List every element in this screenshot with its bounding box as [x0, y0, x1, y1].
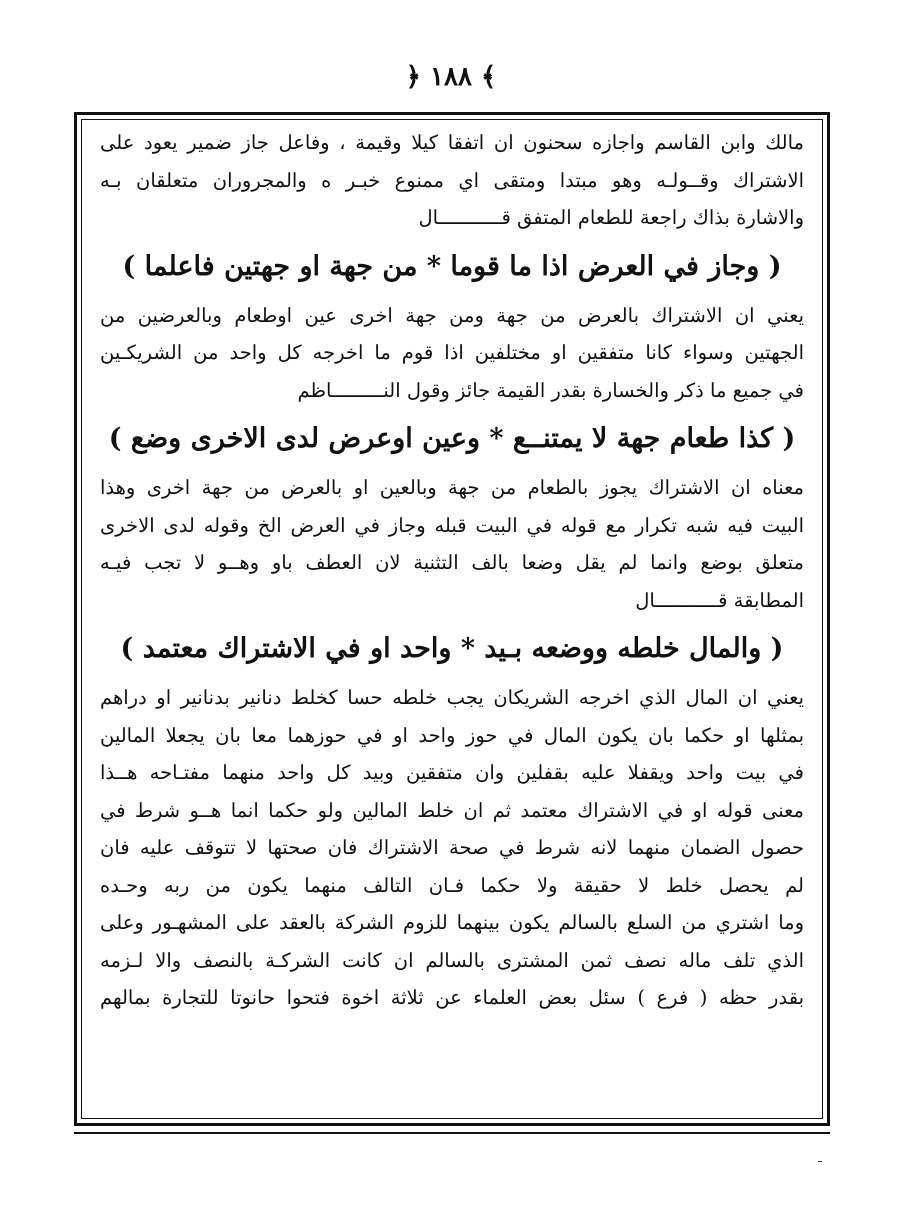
text-line: معنى قوله او في الاشتراك معتمد ثم ان خلط المالين ولو حكما انما هــو شرط في [100, 798, 804, 822]
text-line: البيت فيه شبه تكرار مع قوله في البيت قبله وجاز في العرض الخ وقوله لدى الاخرى [100, 513, 804, 537]
text-line: بمثلها او حكما بان يكون المال في حوز واحد او في حوزهما معا بان يجعلا المالين [100, 723, 804, 747]
text-line: يعني ان المال الذي اخرجه الشريكان يجب خلطه حسا كخلط دنانير بدنانير او دراهم [100, 686, 804, 709]
text-line: الجهتين وسواء كانا متفقين او مختلفين اذا قوم ما اخرجه كل واحد من الشريكـين [100, 341, 804, 364]
verse-line: ( والمال خلطه ووضعه بـيد * واحد او في الاشتراك معتمد ) [120, 633, 784, 664]
text-line: وما اشتري من السلع بالسالم يكون بينهما للزوم الشركة بالعقد على المشهـور وعلى [100, 911, 804, 934]
text-line: الذي تلف ماله نصف ثمن المشترى بالسالم ان كانت الشركـة بالنصف والا لـزمه [100, 948, 804, 972]
stray-mark [818, 1161, 822, 1162]
text-line: في بيت واحد ويقفلا عليه بقفلين وان متفقين وبيد كل واحد منهما مفتـاحه هــذا [100, 761, 804, 784]
bottom-rule [74, 1132, 830, 1134]
text-line: حصول الضمان منهما لانه شرط في صحة الاشتراك فان صحتها لا تتوقف عليه فان [100, 836, 804, 859]
verse-line: ( وجاز في العرض اذا ما قوما * من جهة او جهتين فاعلما ) [122, 250, 782, 282]
text-line: في جميع ما ذكر والخسارة بقدر القيمة جائز وقول النـــــــــاظم [297, 378, 804, 402]
page-number: ﴿ ١٨٨ ﴾ [405, 62, 497, 92]
text-line: بقدر حظه ( فرع ) سئل بعض العلماء عن ثلاثة اخوة فتحوا حانوتا للتجارة بمالهم [100, 986, 804, 1009]
text-line: الاشتراك وقــولـه وهو مبتدا ومتقى اي ممنوع خبـر ه والمجروران متعلقان بـه [100, 168, 804, 192]
text-line: مالك وابن القاسم واجازه سحنون ان اتفقا كيلا وقيمة ، وفاعل جاز ضمير يعود على [100, 131, 804, 154]
text-line: والاشارة بذاك راجعة للطعام المتفق قـــــــــــال [418, 206, 804, 229]
text-line: لم يحصل خلط لا حقيقة ولا حكما فـان التالف منهما يكون من ربه وحـده [100, 873, 804, 897]
verse-line: ( كذا طعام جهة لا يمتنــع * وعين اوعرض لدى الاخرى وضع ) [108, 423, 796, 454]
main-text [100, 124, 804, 1017]
text-line: المطابقة قـــــــــــال [635, 588, 804, 612]
text-line: معناه ان الاشتراك يجوز بالطعام من جهة وبالعين او بالعرض من جهة اخرى وهذا [100, 476, 804, 499]
text-line: متعلق بوضع وانما لم يقل وضعا بالف التثنية لان العطف باو وهــو لا تجب فيـه [100, 551, 804, 574]
text-line: يعني ان الاشتراك بالعرض من جهة ومن جهة اخرى عين اوطعام وبالعرضين من [100, 303, 804, 327]
